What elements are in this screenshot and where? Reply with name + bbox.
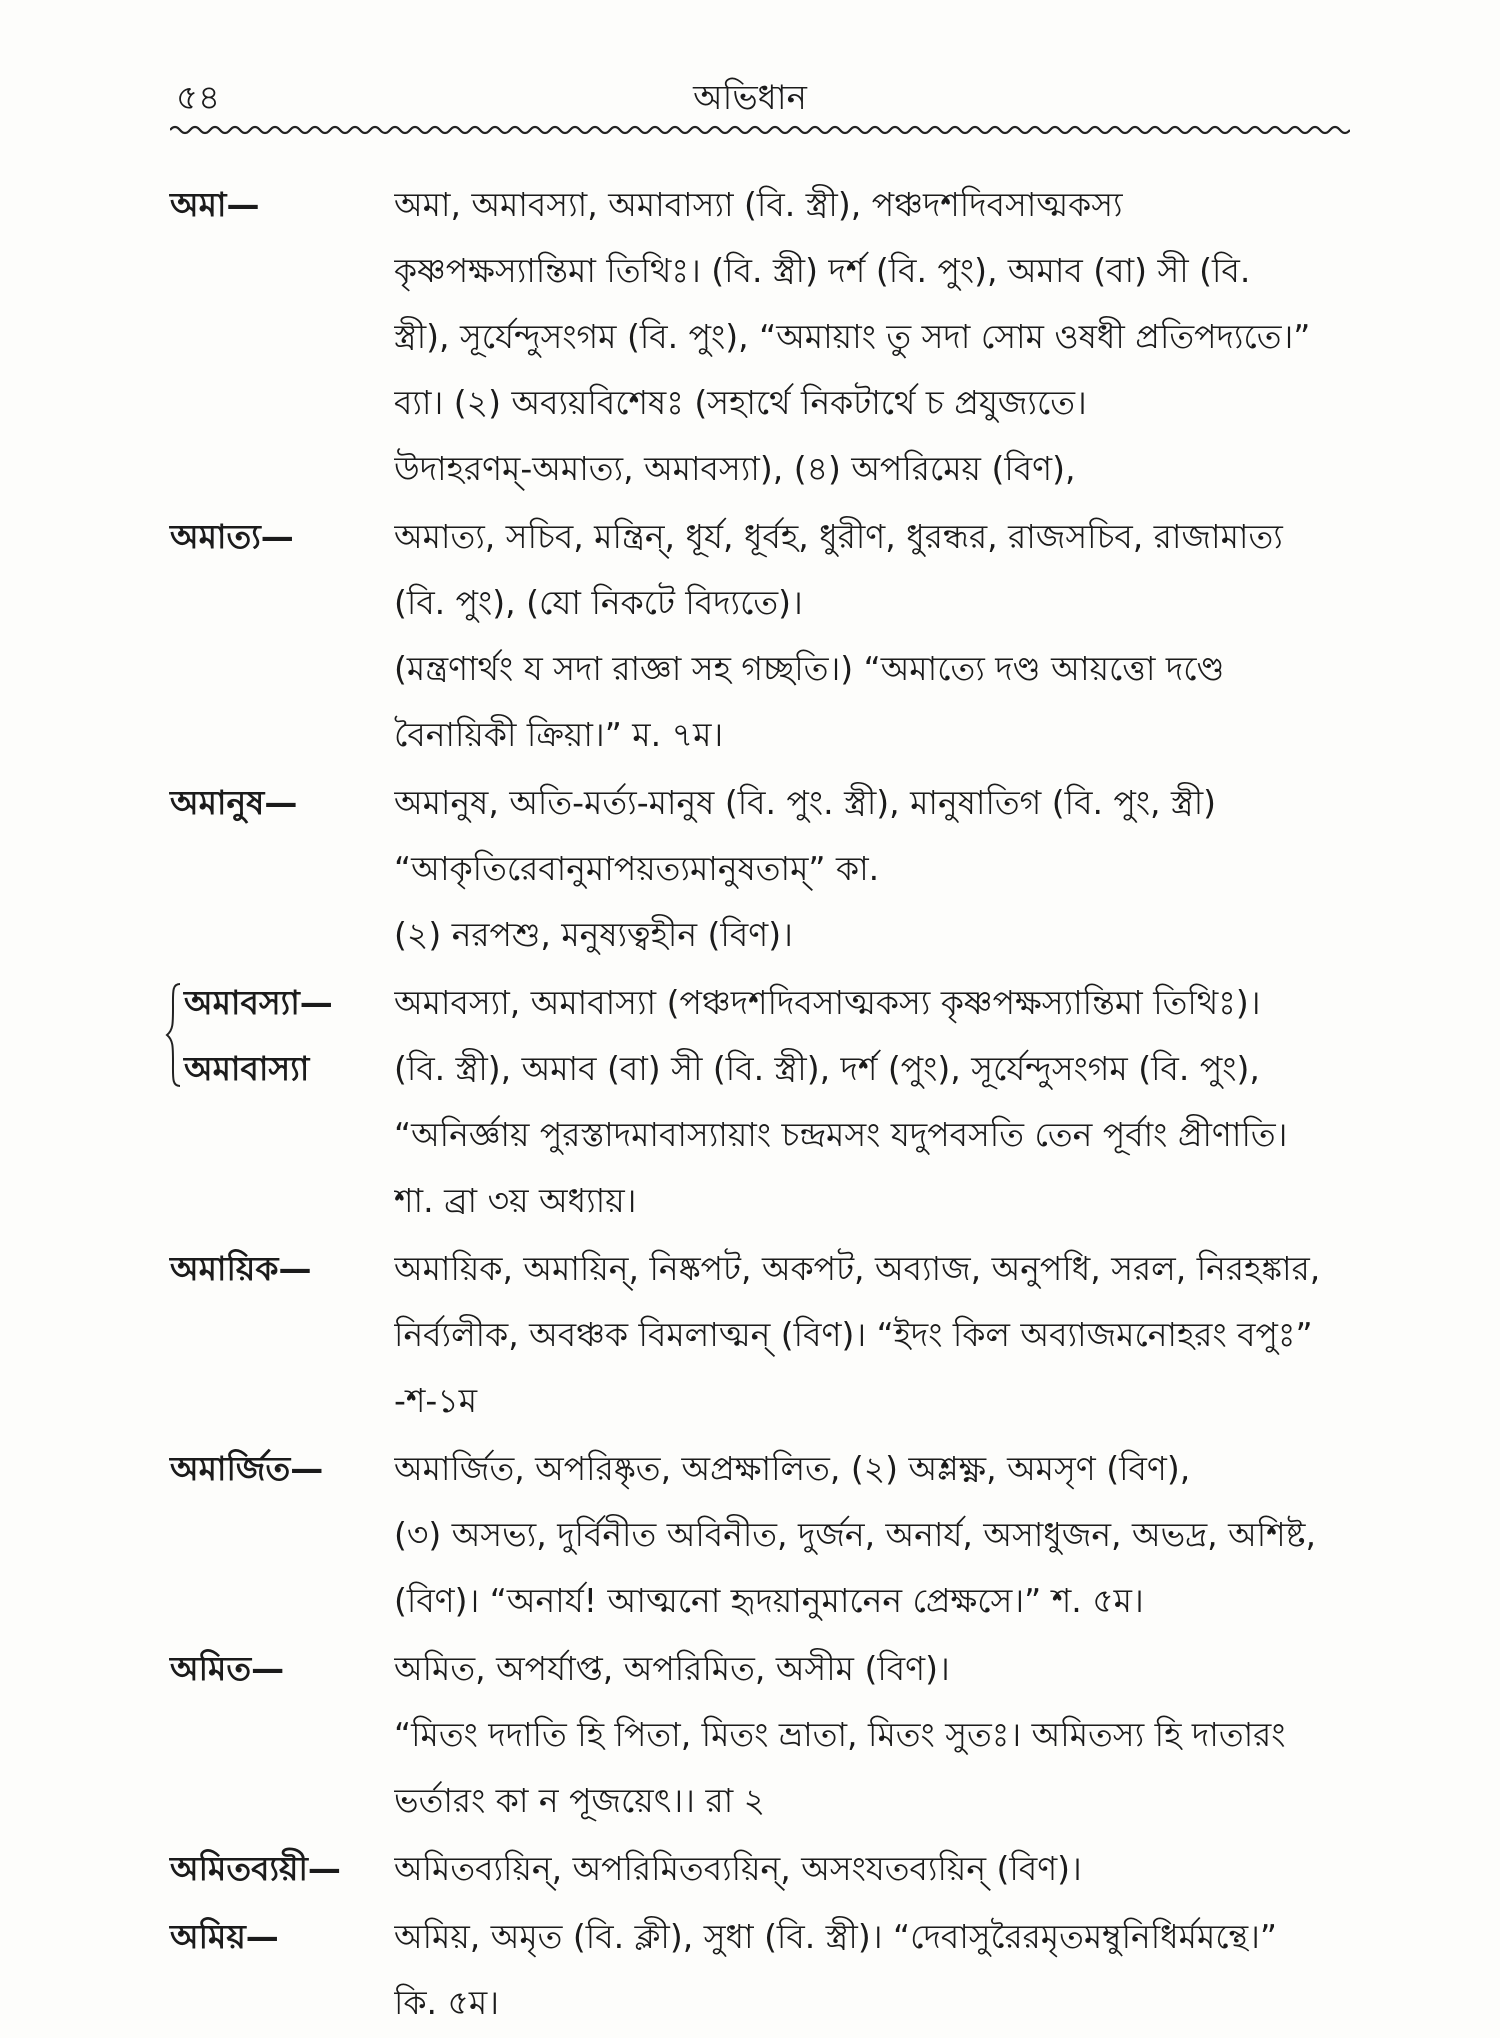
entry-amabasya (170, 970, 1360, 1234)
definition (394, 1904, 1360, 2036)
definition-line: ভর্তারং কা ন পূজয়েৎ।। রা ২ (394, 1781, 766, 1820)
headword: অমিত— (170, 1649, 285, 1688)
entry-amitbyayi (170, 1836, 1360, 1902)
headword: অমিতব্যয়ী— (170, 1849, 341, 1888)
headword-pair (170, 970, 394, 1102)
definition-line: (২) নরপশু, মনুষ্যত্বহীন (বিণ)। (394, 915, 793, 954)
entry-amanush (170, 770, 1360, 968)
definition-line: কি. ৫ম। (394, 1983, 500, 2022)
headword: অমাবাস্যা (184, 1049, 310, 1088)
definition-line: উদাহরণম্‌-অমাত্য, অমাবস্যা), (৪) অপরিমেয় (বিণ), (394, 449, 1076, 488)
dictionary-entries (170, 172, 1360, 2038)
wavy-rule (170, 122, 1350, 138)
definition-line: অমিয়, অমৃত (বি. ক্লী), সুধা (বি. স্ত্রী)। “দেবাসুরৈরমৃতমম্বুনিধির্মমন্থে।” (394, 1917, 1277, 1956)
entry-amatya (170, 504, 1360, 768)
definition-line: নির্ব্যলীক, অবঞ্চক বিমলাত্মন্‌ (বিণ)। “ইদং কিল অব্যাজমনোহরং বপুঃ” (394, 1315, 1313, 1354)
definition (394, 1236, 1360, 1434)
definition-line: কৃষ্ণপক্ষস্যান্তিমা তিথিঃ। (বি. স্ত্রী) দর্শ (বি. পুং), অমাব (বা) সী (বি. (394, 251, 1251, 290)
definition-line: “অনির্জ্ঞায় পুরস্তাদমাবাস্যায়াং চন্দ্রমসং যদুপবসতি তেন পূর্বাং প্রীণাতি। (394, 1115, 1288, 1154)
definition-line: অমায়িক, অমায়িন্‌, নিষ্কপট, অকপট, অব্যাজ, অনুপধি, সরল, নিরহঙ্কার, (394, 1249, 1321, 1288)
definition-line: স্ত্রী), সূর্যেন্দুসংগম (বি. পুং), “অমায়াং তু সদা সোম ওষধী প্রতিপদ্যতে।” (394, 317, 1311, 356)
headword: অমাত্য— (170, 517, 294, 556)
definition-line: অমিতব্যয়িন্‌, অপরিমিতব্যয়িন্‌, অসংযতব্যয়িন্‌ (বিণ)। (394, 1849, 1082, 1888)
curly-brace (164, 980, 184, 1090)
definition-line: (মন্ত্রণার্থং য সদা রাজ্ঞা সহ গচ্ছতি।) “অমাত্যে দণ্ড আয়ত্তো দণ্ডে (394, 649, 1225, 688)
definition-line: অমাত্য, সচিব, মন্ত্রিন্‌, ধূর্য, ধূর্বহ, ধুরীণ, ধুরন্ধর, রাজসচিব, রাজামাত্য (394, 517, 1283, 556)
definition (394, 1636, 1360, 1834)
entry-amarjit (170, 1436, 1360, 1634)
headword: অমার্জিত— (170, 1449, 324, 1488)
definition-line: (৩) অসভ্য, দুর্বিনীত অবিনীত, দুর্জন, অনার্য, অসাধুজন, অভদ্র, অশিষ্ট, (394, 1515, 1316, 1554)
headword: অমা— (170, 185, 260, 224)
entry-ama (170, 172, 1360, 502)
running-head: অভিধান (693, 78, 807, 118)
definition-line: -শ-১ম (394, 1381, 478, 1420)
definition-line: (বিণ)। “অনার্য! আত্মনো হৃদয়ানুমানেন প্রেক্ষসে।” শ. ৫ম। (394, 1581, 1144, 1620)
headword: অমায়িক— (170, 1249, 312, 1288)
definition-line: শা. ব্রা ৩য় অধ্যায়। (394, 1181, 637, 1220)
headword: অমানুষ— (170, 783, 298, 822)
definition-line: অমিত, অপর্যাপ্ত, অপরিমিত, অসীম (বিণ)। (394, 1649, 950, 1688)
definition-line: “মিতং দদাতি হি পিতা, মিতং ভ্রাতা, মিতং সুতঃ। অমিতস্য হি দাতারং (394, 1715, 1286, 1754)
definition (394, 970, 1360, 1234)
definition (394, 770, 1360, 968)
definition (394, 172, 1360, 502)
definition-line: অমানুষ, অতি-মর্ত্য-মানুষ (বি. পুং. স্ত্রী), মানুষাতিগ (বি. পুং, স্ত্রী) (394, 783, 1217, 822)
page-number: ৫৪ (176, 78, 221, 118)
entry-amit (170, 1636, 1360, 1834)
definition-line: “আকৃতিরেবানুমাপয়ত্যমানুষতাম্‌” কা. (394, 849, 880, 888)
entry-amayik (170, 1236, 1360, 1434)
definition (394, 1436, 1360, 1634)
definition-line: ব্যা। (২) অব্যয়বিশেষঃ (সহার্থে নিকটার্থে চ প্রযুজ্যতে। (394, 383, 1087, 422)
definition-line: অমার্জিত, অপরিষ্কৃত, অপ্রক্ষালিত, (২) অশ্লক্ষ্ণ, অমসৃণ (বিণ), (394, 1449, 1191, 1488)
definition-line: অমাবস্যা, অমাবাস্যা (পঞ্চদশদিবসাত্মকস্য কৃষ্ণপক্ষস্যান্তিমা তিথিঃ)। (394, 983, 1261, 1022)
headword: অমাবস্যা— (184, 983, 333, 1022)
headword: অমিয়— (170, 1917, 279, 1956)
definition-line: (বি. পুং), (যো নিকটে বিদ্যতে)। (394, 583, 803, 622)
definition-line: (বি. স্ত্রী), অমাব (বা) সী (বি. স্ত্রী), দর্শ (পুং), সূর্যেন্দুসংগম (বি. পুং), (394, 1049, 1260, 1088)
definition-line: অমা, অমাবস্যা, অমাবাস্যা (বি. স্ত্রী), পঞ্চদশদিবসাত্মকস্য (394, 185, 1123, 224)
definition-line: বৈনায়িকী ক্রিয়া।” ম. ৭ম। (394, 715, 724, 754)
definition (394, 504, 1360, 768)
definition (394, 1836, 1360, 1902)
entry-amiy (170, 1904, 1360, 2036)
